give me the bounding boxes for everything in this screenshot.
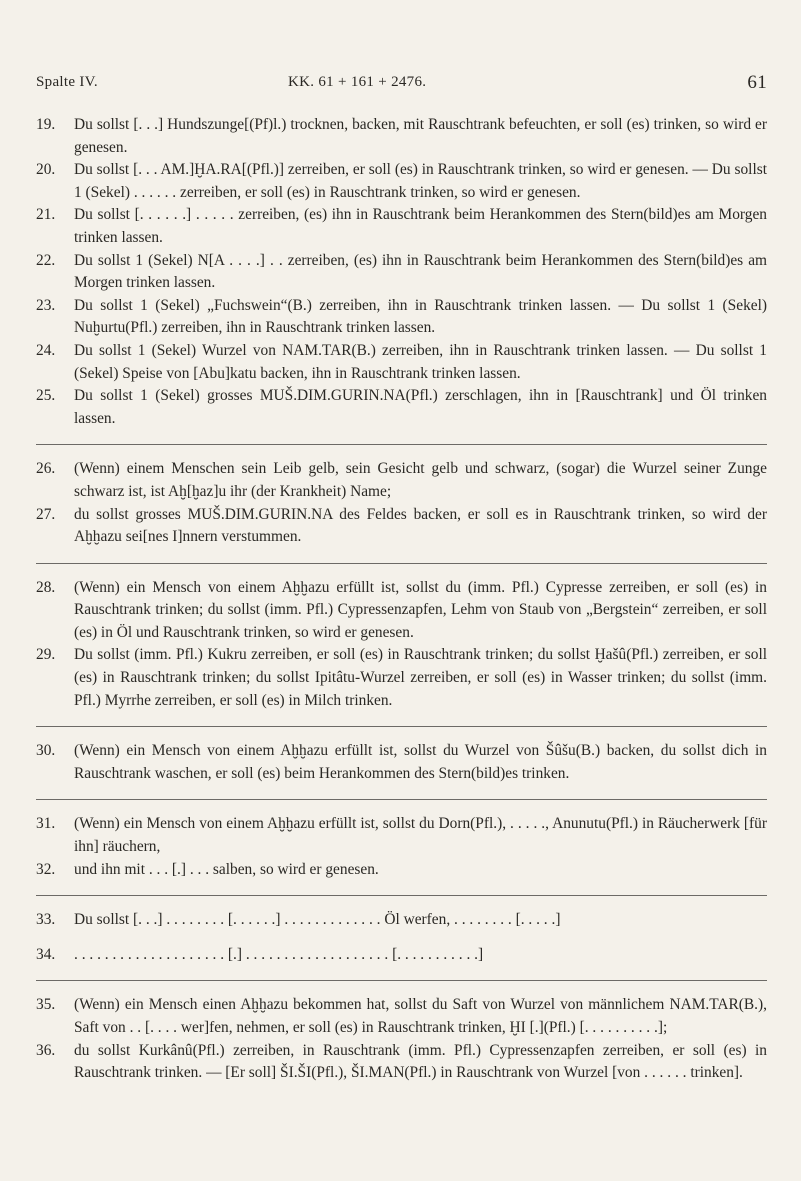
entry-29 <box>36 644 767 712</box>
entry-22 <box>36 250 767 295</box>
entry-text: (Wenn) ein Mensch einen Aḫḫazu bekommen hat, sollst du Saft von Wurzel von männlichem NAM.TAR(B.), Saft von . . [. . . . wer]fen, nehmen, er soll (es) in Rauschtrank trinken, ḪI [.](Pfl.) [. . . . . . . . . .]; <box>74 996 767 1036</box>
entry-24 <box>36 340 767 385</box>
entry-27 <box>36 504 767 549</box>
entry-text: (Wenn) ein Mensch von einem Aḫḫazu erfüllt ist, sollst du Dorn(Pfl.), . . . . ., Anunutu(Pfl.) in Räucherwerk [für ihn] räuchern, <box>74 815 767 856</box>
entry-number: 31. <box>36 815 56 833</box>
entry-number: 29. <box>36 646 56 664</box>
entry-text: Du sollst 1 (Sekel) Wurzel von NAM.TAR(B.) zerreiben, ihn in Rauschtrank trinken lassen. — Du sollst 1 (Sekel) Speise von [Abu]katu backen, ihn in Rauschtrank trinken lassen. <box>74 341 767 382</box>
entry-28 <box>36 577 767 645</box>
entry-number: 30. <box>36 742 56 760</box>
entry-23 <box>36 295 767 340</box>
section-divider <box>36 444 767 445</box>
entry-text: Du sollst [. . . AM.]ḪA.RA[(Pfl.)] zerreiben, er soll (es) in Rauschtrank trinken, so wird er genesen. — Du sollst 1 (Sekel) . . . . . . zerreiben, er soll (es) in Rauschtrank trinken, so wird er genesen. <box>74 161 767 201</box>
entry-number: 27. <box>36 505 56 523</box>
entry-text: (Wenn) ein Mensch von einem Aḫḫazu erfüllt ist, sollst du (imm. Pfl.) Cypresse zerreiben, er soll (es) in Rauschtrank trinken; du sollst (imm. Pfl.) Cypressenzapfen, Lehm von Staub von „Bergstein“ zerreiben, er soll (es) in Öl und Rauschtrank trinken, so wird er genesen. <box>74 578 767 641</box>
section-divider <box>36 563 767 564</box>
entry-number: 25. <box>36 387 56 405</box>
translation-body <box>36 114 767 1085</box>
entry-text: Du sollst 1 (Sekel) „Fuchswein“(B.) zerreiben, ihn in Rauschtrank trinken lassen. — Du sollst 1 (Sekel) Nuḫurtu(Pfl.) zerreiben, ihn in Rauschtrank trinken lassen. <box>74 296 767 337</box>
page-header <box>36 74 767 100</box>
section-divider <box>36 726 767 727</box>
entry-number: 26. <box>36 460 56 478</box>
entry-text: . . . . . . . . . . . . . . . . . . . . [.] . . . . . . . . . . . . . . . . . . . [. . . . . . . . . . .] <box>74 945 484 963</box>
column-label: Spalte IV. <box>36 74 98 90</box>
entry-text: Du sollst [. . .] . . . . . . . . [. . . . . .] . . . . . . . . . . . . . Öl werfen, . . . . . . . . [. . . . .] <box>74 911 561 929</box>
entry-number: 33. <box>36 911 56 929</box>
section-divider <box>36 895 767 896</box>
entry-31 <box>36 813 767 858</box>
page-number: 61 <box>747 72 767 93</box>
entry-number: 24. <box>36 341 56 359</box>
entry-number: 21. <box>36 206 56 224</box>
entry-30 <box>36 740 767 785</box>
entry-text: du sollst Kurkânû(Pfl.) zerreiben, in Rauschtrank (imm. Pfl.) Cypressenzapfen zerreiben, er soll (es) in Rauschtrank trinken. — [Er soll] ŠI.ŠI(Pfl.), ŠI.MAN(Pfl.) in Rauschtrank von Wurzel [von . . . . . . trinken]. <box>74 1041 767 1082</box>
entry-34 <box>36 944 767 967</box>
entry-32 <box>36 859 767 882</box>
entry-20 <box>36 159 767 204</box>
section-divider <box>36 799 767 800</box>
entry-number: 34. <box>36 945 56 963</box>
entry-number: 28. <box>36 578 56 596</box>
entry-text: und ihn mit . . . [.] . . . salben, so wird er genesen. <box>74 860 379 878</box>
entry-text: Du sollst [. . . . . .] . . . . . zerreiben, (es) ihn in Rauschtrank beim Herankommen des Stern(bild)es am Morgen trinken lassen. <box>74 206 767 246</box>
entry-number: 20. <box>36 161 56 179</box>
entry-36 <box>36 1040 767 1085</box>
entry-25 <box>36 385 767 430</box>
entry-number: 32. <box>36 860 56 878</box>
entry-33 <box>36 909 767 932</box>
entry-number: 19. <box>36 116 56 133</box>
entry-text: (Wenn) einem Menschen sein Leib gelb, sein Gesicht gelb und schwarz, (sogar) die Wurzel seiner Zunge schwarz ist, ist Aḫ[ḫaz]u ihr (der Krankheit) Name; <box>74 460 767 500</box>
entry-text: (Wenn) ein Mensch von einem Aḫḫazu erfüllt ist, sollst du Wurzel von Šûšu(B.) backen, du sollst dich in Rauschtrank waschen, er soll (es) beim Herankommen des Stern(bild)es trinken. <box>74 742 767 782</box>
entry-number: 35. <box>36 996 56 1014</box>
entry-26 <box>36 458 767 503</box>
entry-text: Du sollst (imm. Pfl.) Kukru zerreiben, er soll (es) in Rauschtrank trinken; du sollst Ḫašû(Pfl.) zerreiben, er soll (es) in Rauschtrank trinken; du sollst Ipitâtu-Wurzel zerreiben, er soll (es) in Wasser trinken; du sollst (imm. Pfl.) Myrrhe zerreiben, er soll (es) in Milch trinken. <box>74 646 767 709</box>
entry-number: 22. <box>36 251 56 269</box>
entry-35 <box>36 994 767 1039</box>
entry-text: Du sollst [. . .] Hundszunge[(Pf)l.) trocknen, backen, mit Rauschtrank befeuchten, er soll (es) trinken, so wird er genesen. <box>74 116 767 156</box>
section-divider <box>36 980 767 981</box>
entry-text: Du sollst 1 (Sekel) grosses MUŠ.DIM.GURIN.NA(Pfl.) zerschlagen, ihn in [Rauschtrank] und Öl trinken lassen. <box>74 387 767 427</box>
text-reference: KK. 61 + 161 + 2476. <box>288 74 427 90</box>
entry-number: 36. <box>36 1041 56 1059</box>
entry-text: du sollst grosses MUŠ.DIM.GURIN.NA des Feldes backen, er soll es in Rauschtrank trinken, so wird der Aḫḫazu sei[nes I]nnern verstummen. <box>74 505 767 546</box>
entry-21 <box>36 204 767 249</box>
entry-19 <box>36 114 767 159</box>
entry-text: Du sollst 1 (Sekel) N[A . . . .] . . zerreiben, (es) ihn in Rauschtrank beim Herankommen des Stern(bild)es am Morgen trinken lassen. <box>74 251 767 292</box>
entry-number: 23. <box>36 296 56 314</box>
